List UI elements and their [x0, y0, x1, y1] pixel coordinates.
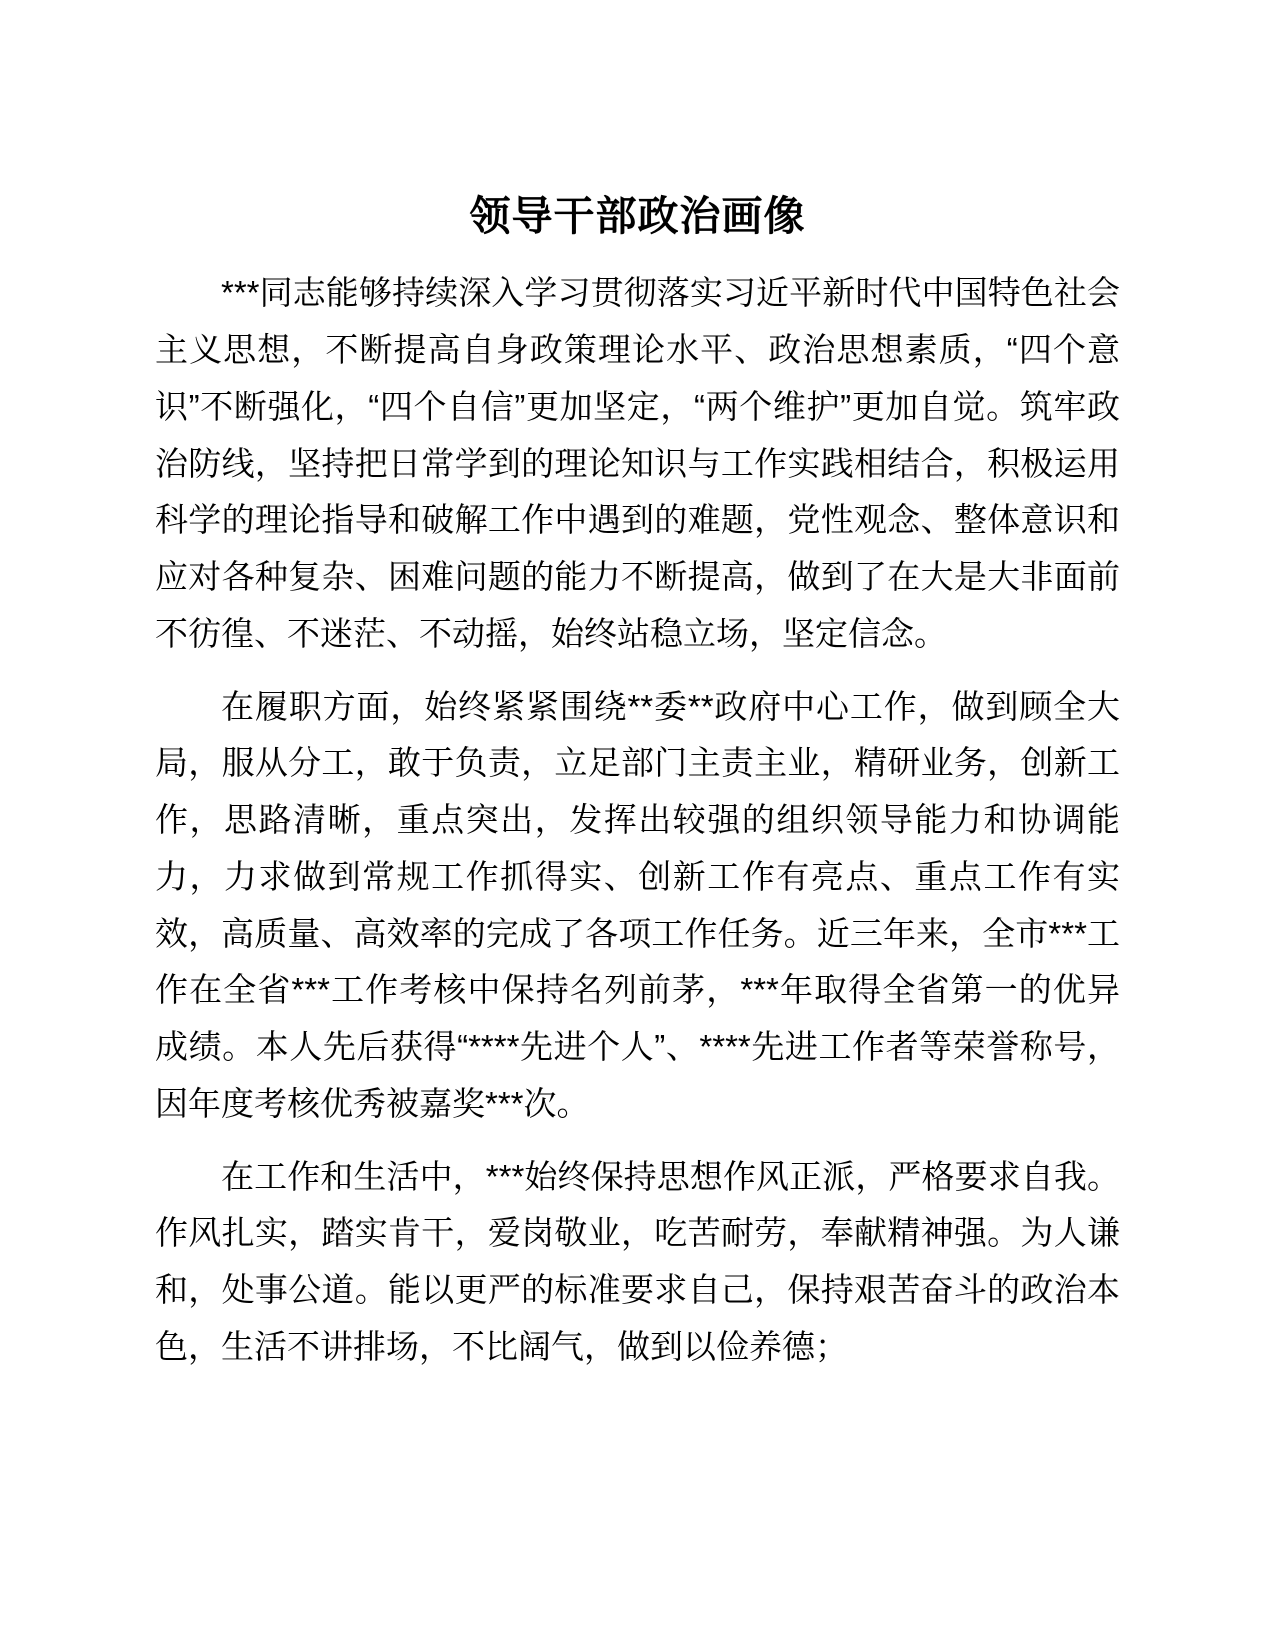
page-title: 领导干部政治画像 [469, 193, 806, 239]
paragraph: ***同志能够持续深入学习贯彻落实习近平新时代中国特色社会主义思想，不断提高自身政策理论水平、政治思想素质，“四个意识”不断强化，“四个自信”更加坚定，“两个维护”更加自觉。筑牢政治防线，坚持把日常学到的理论知识与工作实践相结合，积极运用科学的理论指导和破解工作中遇到的难题，党性观念、整体意识和应对各种复杂、困难问题的能力不断提高，做到了在大是大非面前不彷徨、不迷茫、不动摇，始终站稳立场，坚定信念。 [155, 274, 1120, 652]
document-body [155, 265, 1120, 1375]
paragraph: 在工作和生活中，***始终保持思想作风正派，严格要求自我。作风扎实，踏实肯干，爱岗敬业，吃苦耐劳，奉献精神强。为人谦和，处事公道。能以更严的标准要求自己，保持艰苦奋斗的政治本色，生活不讲排场，不比阔气，做到以俭养德； [155, 1157, 1120, 1365]
paragraph: 在履职方面，始终紧紧围绕**委**政府中心工作，做到顾全大局，服从分工，敢于负责，立足部门主责主业，精研业务，创新工作，思路清晰，重点突出，发挥出较强的组织领导能力和协调能力，力求做到常规工作抓得实、创新工作有亮点、重点工作有实效，高质量、高效率的完成了各项工作任务。近三年来，全市***工作在全省***工作考核中保持名列前茅，***年取得全省第一的优异成绩。本人先后获得“****先进个人”、****先进工作者等荣誉称号，因年度考核优秀被嘉奖***次。 [155, 687, 1120, 1122]
